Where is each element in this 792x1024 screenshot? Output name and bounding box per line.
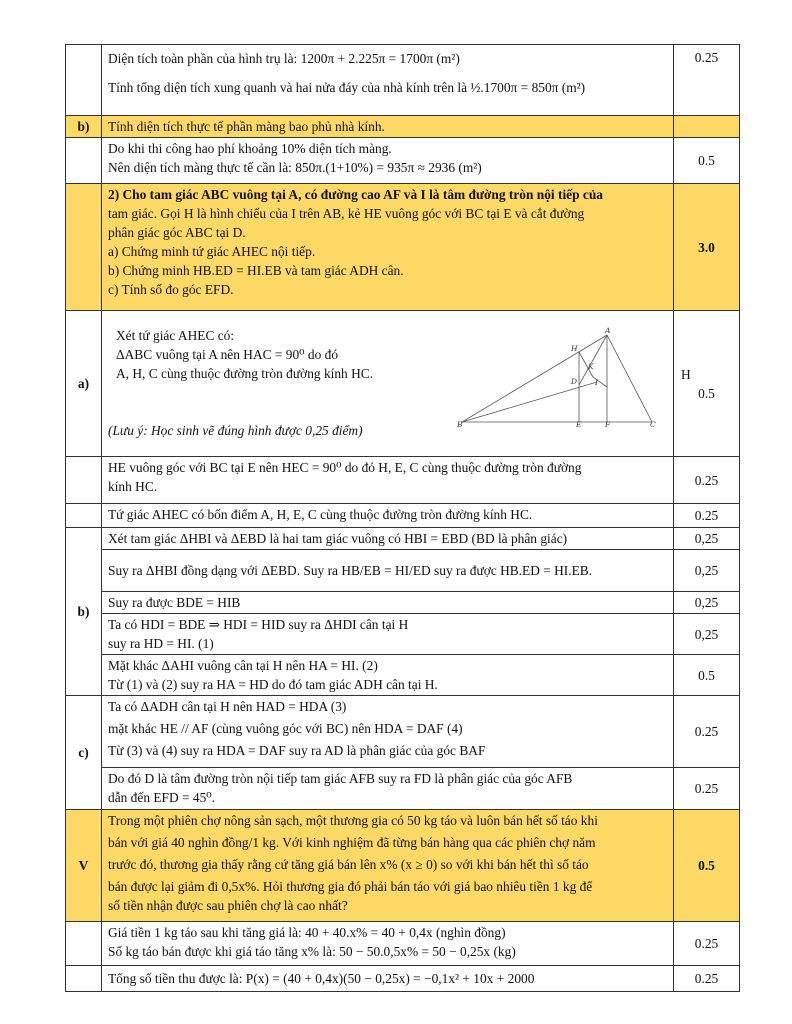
points-cell: 0.25 (674, 922, 740, 966)
points-cell: 0,25 (674, 550, 740, 592)
text-line: Ta có HDI = BDE ⇒ HDI = HID suy ra ΔHDI cân tại H (108, 617, 409, 632)
content-cell: Tổng số tiền thu được là: P(x) = (40 + 0,4x)(50 − 0,25x) = −0,1x² + 10x + 2000 (102, 966, 674, 992)
label-cell (66, 457, 102, 504)
text-line: Ta có ΔADH cân tại H nên HAD = HDA (3) (108, 699, 347, 714)
text-line: Nên diện tích màng thực tế cần là: 850π.(1+10%) = 935π ≈ 2936 (m²) (108, 160, 482, 175)
bisector-bd (462, 382, 597, 422)
label-point-a: A (605, 327, 611, 335)
points-cell: 0,25 (674, 614, 740, 655)
content-cell: Suy ra được BDE = HIB (102, 592, 674, 614)
label-cell (66, 922, 102, 966)
points-cell (674, 116, 740, 138)
row-part-a-figure (66, 311, 740, 457)
row-b-step-3 (66, 592, 740, 614)
row-v-step-2 (66, 966, 740, 992)
text-line: bán được lại giảm đi 0,5x%. Hỏi thương gia đó phải bán táo với giá bao nhiêu tiền 1 kg để (108, 879, 593, 894)
text-line: Xét tứ giác AHEC có: (116, 328, 235, 343)
geometry-figure (457, 327, 657, 427)
points-cell: 0.25 (674, 966, 740, 992)
segment-ac (607, 335, 652, 422)
points-cell: 3.0 (674, 184, 740, 311)
text-line: suy ra HD = HI. (1) (108, 636, 214, 651)
text-line: dẫn đến EFD = 45⁰. (108, 790, 216, 805)
text-line: mặt khác HE // AF (cùng vuông góc với BC) nên HDA = DAF (4) (108, 721, 463, 736)
label-cell: a) (66, 311, 102, 457)
content-cell (102, 922, 674, 966)
label-point-f: F (605, 420, 611, 427)
label-point-k: K (588, 362, 594, 371)
text-line: a) Chứng minh tứ giác AHEC nội tiếp. (108, 244, 316, 259)
segment-ba (462, 335, 607, 422)
content-cell (102, 696, 674, 768)
points-cell: 0.25 (674, 696, 740, 768)
row-c-step-2 (66, 768, 740, 810)
text-line: 2) Cho tam giác ABC vuông tại A, có đường cao AF và I là tâm đường tròn nội tiếp của (108, 187, 604, 202)
points-cell: 0.5 (674, 655, 740, 696)
label-cell (66, 45, 102, 116)
text-line: bán với giá 40 nghìn đồng/1 kg. Với kinh nghiệm đã từng bán hàng qua các phiên chợ năm (108, 835, 596, 850)
text-line: HE vuông góc với BC tại E nên HEC = 90⁰ do đó H, E, C cùng thuộc đường tròn đường (108, 460, 582, 475)
text-line: b) Chứng minh HB.ED = HI.EB và tam giác ADH cân. (108, 263, 404, 278)
points-cell: 0.25 (674, 45, 740, 116)
content-cell (102, 311, 674, 457)
content-cell: Tứ giác AHEC có bốn điểm A, H, E, C cùng thuộc đường tròn đường kính HC. (102, 504, 674, 528)
text-line: Giá tiền 1 kg táo sau khi tăng giá là: 40 + 40.x% = 40 + 0,4x (nghìn đồng) (108, 925, 506, 940)
points-cell: 0.25 (674, 457, 740, 504)
row-conclusion-a (66, 504, 740, 528)
label-cell (66, 184, 102, 311)
text-line: ΔABC vuông tại A nên HAC = 90⁰ do đó (116, 347, 339, 362)
text-line: Tính tổng diện tích xung quanh và hai nửa đáy của nhà kính trên là ½.1700π = 850π (m²) (108, 80, 586, 95)
content-cell (102, 614, 674, 655)
row-problem-2 (66, 184, 740, 311)
points-cell: 0,25 (674, 592, 740, 614)
label-point-i: I (595, 378, 598, 387)
text-line: tam giác. Gọi H là hình chiếu của I trên AB, kẻ HE vuông góc với BC tại E và cắt đường (108, 206, 585, 221)
label-point-b: B (457, 420, 463, 427)
row-c-step-1 (66, 696, 740, 768)
row-b-step-4 (66, 614, 740, 655)
content-cell (102, 768, 674, 810)
points-cell: 0,25 (674, 528, 740, 550)
label-cell (66, 966, 102, 992)
content-cell (102, 810, 674, 922)
row-b-step-5 (66, 655, 740, 696)
content-cell: Tính diện tích thực tế phần màng bao phủ nhà kính. (102, 116, 674, 138)
text-line: Số kg táo bán được khi giá táo tăng x% là: 50 − 50.0,5x% = 50 − 0,25x (kg) (108, 944, 516, 959)
row-problem-5 (66, 810, 740, 922)
content-cell: Xét tam giác ΔHBI và ΔEBD là hai tam giác vuông có HBI = EBD (BD là phân giác) (102, 528, 674, 550)
text-line: số tiền nhận được sau phiên chợ là cao nhất? (108, 898, 348, 913)
points-value: 0.5 (698, 385, 715, 401)
text-line: trước đó, thương gia thấy rằng cứ tăng giá bán lên x% (x ≥ 0) so với khi bán hết thì số táo (108, 857, 589, 872)
content-cell (102, 138, 674, 184)
label-point-d: D (571, 377, 578, 386)
label-point-e: E (576, 420, 582, 427)
row-part-b-heading (66, 116, 740, 138)
row-membrane-area (66, 138, 740, 184)
row-b-step-1 (66, 528, 740, 550)
row-b-step-2 (66, 550, 740, 592)
label-cell (66, 504, 102, 528)
points-cell: 0.25 (674, 504, 740, 528)
content-cell (102, 184, 674, 311)
points-cell: 0.5 (674, 810, 740, 922)
text-line: phân giác góc ABC tại D. (108, 225, 246, 240)
row-total-area (66, 45, 740, 116)
content-cell: Suy ra ΔHBI đồng dạng với ΔEBD. Suy ra HB/EB = HI/ED suy ra được HB.ED = HI.EB. (102, 550, 674, 592)
text-line: c) Tính số đo góc EFD. (108, 282, 234, 297)
label-cell: c) (66, 696, 102, 810)
text-line: Mặt khác ΔAHI vuông cân tại H nên HA = HI. (2) (108, 658, 378, 673)
text-line: Trong một phiên chợ nông sản sạch, một thương gia có 50 kg táo và luôn bán hết số táo khi (108, 813, 598, 828)
label-cell (66, 138, 102, 184)
label-point-h: H (571, 344, 578, 353)
caption: (Lưu ý: Học sinh vẽ đúng hình được 0,25 điểm) (108, 423, 363, 438)
text-line: kính HC. (108, 479, 158, 494)
content-cell (102, 655, 674, 696)
text-line: Diện tích toàn phần của hình trụ là: 1200π + 2.225π = 1700π (m²) (108, 51, 460, 66)
row-he-perpendicular (66, 457, 740, 504)
content-cell (102, 457, 674, 504)
points-cell: 0.5 (674, 138, 740, 184)
label-point-c: C (650, 420, 656, 427)
row-v-step-1 (66, 922, 740, 966)
triangle-figure (457, 327, 657, 427)
text-line: Do đó D là tâm đường tròn nội tiếp tam giác AFB suy ra FD là phân giác của góc AFB (108, 771, 573, 786)
text-line: Từ (3) và (4) suy ra HDA = DAF suy ra AD là phân giác của góc BAF (108, 743, 486, 758)
points-cell: 0.25 (674, 768, 740, 810)
content-cell (102, 45, 674, 116)
label-cell: b) (66, 528, 102, 696)
label-cell: b) (66, 116, 102, 138)
text-line: Từ (1) và (2) suy ra HA = HD do đó tam giác ADH cân tại H. (108, 677, 438, 692)
label-cell: V (66, 810, 102, 922)
answer-table (65, 44, 740, 992)
text-line: A, H, C cùng thuộc đường tròn đường kính HC. (116, 366, 374, 381)
points-cell (674, 311, 740, 457)
side-note: H (681, 366, 691, 382)
text-line: Do khi thi công hao phí khoảng 10% diện tích màng. (108, 141, 392, 156)
